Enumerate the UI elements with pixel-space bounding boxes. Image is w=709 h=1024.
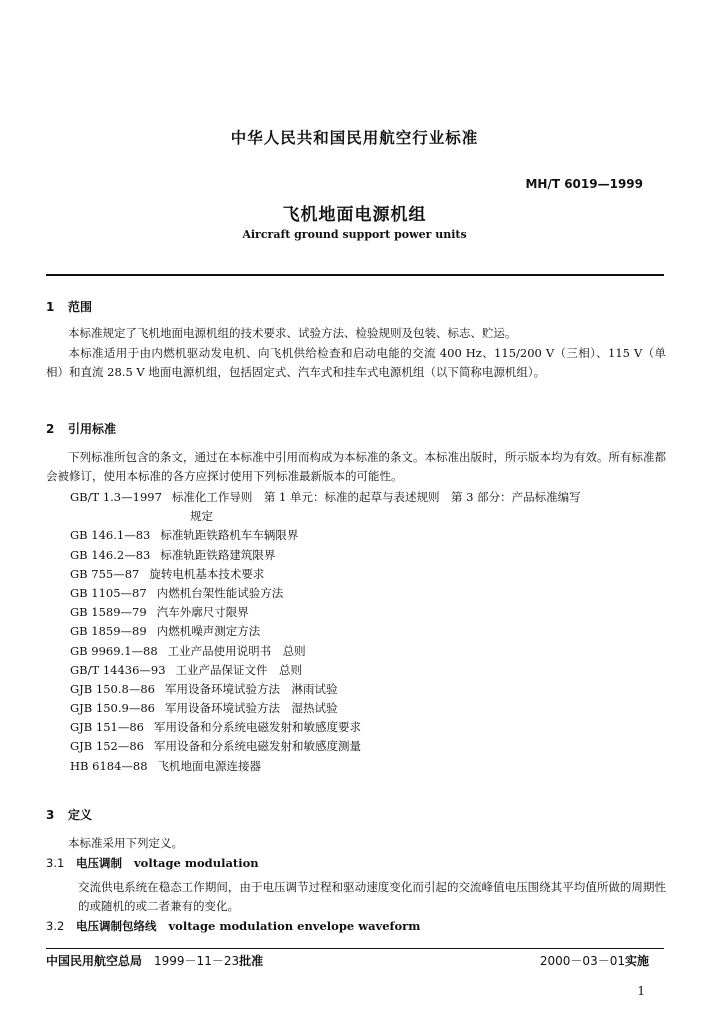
reference-title: 工业产品使用说明书 总则 bbox=[167, 643, 306, 658]
section-2-intro bbox=[46, 448, 666, 486]
approval-date: 1999－11－23 bbox=[154, 954, 240, 968]
section-1-number: 1 bbox=[46, 300, 55, 314]
document-title-english: Aircraft ground support power units bbox=[242, 228, 467, 241]
reference-item bbox=[70, 757, 581, 776]
section-3-heading bbox=[46, 806, 92, 823]
reference-code: GJB 151—86 bbox=[70, 720, 144, 735]
definition-3-2-term-en: voltage modulation envelope waveform bbox=[168, 919, 421, 933]
reference-item bbox=[70, 546, 581, 565]
effective-label: 实施 bbox=[624, 954, 649, 968]
reference-code: GB 755—87 bbox=[70, 566, 140, 581]
approval-label: 批准 bbox=[239, 954, 264, 968]
reference-title: 规定 bbox=[190, 509, 213, 524]
definition-3-2-number: 3.2 bbox=[46, 919, 65, 933]
reference-code: GJB 152—86 bbox=[70, 739, 144, 754]
reference-title: 标准轨距铁路机车车辆限界 bbox=[160, 528, 299, 543]
reference-title: 旋转电机基本技术要求 bbox=[149, 566, 265, 581]
section-3-title: 定义 bbox=[68, 808, 93, 822]
reference-code: GB 9969.1—88 bbox=[70, 643, 158, 658]
reference-title: 军用设备环境试验方法 湿热试验 bbox=[164, 701, 338, 716]
section-1-heading bbox=[46, 298, 92, 315]
reference-title: 工业产品保证文件 总则 bbox=[175, 662, 303, 677]
reference-item bbox=[70, 603, 581, 622]
reference-item-continuation bbox=[70, 507, 581, 526]
section-1-paragraph-1-text: 本标准规定了飞机地面电源机组的技术要求、试验方法、检验规则及包装、标志、贮运。 bbox=[68, 326, 517, 340]
footer-effective bbox=[540, 952, 649, 969]
reference-item bbox=[70, 661, 581, 680]
reference-code: GB/T 14436—93 bbox=[70, 662, 166, 677]
definition-3-1-heading bbox=[46, 855, 259, 871]
reference-code: GB 1105—87 bbox=[70, 585, 147, 600]
definition-3-1-term-en: voltage modulation bbox=[134, 856, 259, 870]
standard-org-title: 中华人民共和国民用航空行业标准 bbox=[230, 129, 479, 147]
reference-title: 军用设备和分系统电磁发射和敏感度要求 bbox=[154, 720, 361, 735]
reference-code: GJB 150.9—86 bbox=[70, 701, 155, 716]
normative-reference-list bbox=[70, 488, 581, 776]
reference-item bbox=[70, 526, 581, 545]
reference-code: GB 146.2—83 bbox=[70, 547, 151, 562]
definition-3-2-heading bbox=[46, 918, 420, 934]
reference-item bbox=[70, 584, 581, 603]
document-title: 飞机地面电源机组 bbox=[282, 205, 427, 225]
reference-code: GB 146.1—83 bbox=[70, 528, 151, 543]
section-1-title: 范围 bbox=[68, 300, 93, 314]
section-1-paragraph-2 bbox=[46, 344, 666, 382]
reference-code: GJB 150.8—86 bbox=[70, 681, 155, 696]
section-3-intro bbox=[46, 834, 666, 853]
reference-title: 标准化工作导则 第 1 单元：标准的起草与表述规则 第 3 部分：产品标准编写 bbox=[171, 490, 581, 504]
footer-approval bbox=[46, 952, 263, 969]
reference-item bbox=[70, 718, 581, 737]
definition-3-1-term-cn: 电压调制 bbox=[76, 856, 122, 870]
section-2-heading bbox=[46, 420, 116, 437]
page-number: 1 bbox=[637, 984, 645, 998]
section-1-paragraph-2-text: 本标准适用于由内燃机驱动发电机、向飞机供给检查和启动电能的交流 400 Hz、115/200 V（三相）、115 V（单相）和直流 28.5 V 地面电源机组，包括固定式、汽车式和挂车式电源机组（以下简称电源机组）。 bbox=[46, 346, 666, 379]
reference-item bbox=[70, 680, 581, 699]
section-1-paragraph-1 bbox=[46, 324, 666, 343]
reference-title: 内燃机噪声测定方法 bbox=[156, 624, 261, 639]
section-2-number: 2 bbox=[46, 422, 55, 436]
reference-title: 汽车外廓尺寸限界 bbox=[156, 605, 249, 620]
section-2-intro-text: 下列标准所包含的条文，通过在本标准中引用而构成为本标准的条文。本标准出版时，所示版本均为有效。所有标准都会被修订，使用本标准的各方应探讨使用下列标准最新版本的可能性。 bbox=[46, 450, 666, 483]
section-2-title: 引用标准 bbox=[68, 422, 117, 436]
reference-code: GB 1589—79 bbox=[70, 605, 147, 620]
definition-3-1-number: 3.1 bbox=[46, 856, 65, 870]
definition-3-2-term-cn: 电压调制包络线 bbox=[76, 919, 157, 933]
reference-title: 军用设备和分系统电磁发射和敏感度测量 bbox=[154, 739, 361, 754]
footer-divider bbox=[46, 948, 664, 949]
reference-code: GB/T 1.3—1997 bbox=[70, 490, 162, 504]
reference-item bbox=[70, 565, 581, 584]
reference-title: 飞机地面电源连接器 bbox=[157, 758, 262, 773]
effective-date: 2000－03－01 bbox=[539, 954, 625, 968]
reference-item bbox=[70, 699, 581, 718]
reference-item bbox=[70, 737, 581, 756]
standard-number: MH/T 6019—1999 bbox=[525, 177, 643, 191]
reference-title: 内燃机台架性能试验方法 bbox=[156, 585, 284, 600]
reference-item bbox=[70, 642, 581, 661]
section-3-intro-text: 本标准采用下列定义。 bbox=[68, 836, 183, 850]
reference-item bbox=[70, 488, 581, 507]
issuing-authority: 中国民用航空总局 bbox=[46, 954, 143, 968]
reference-code: GB 1859—89 bbox=[70, 624, 147, 639]
reference-item bbox=[70, 622, 581, 641]
section-3-number: 3 bbox=[46, 808, 55, 822]
reference-title: 军用设备环境试验方法 淋雨试验 bbox=[164, 681, 338, 696]
header-divider bbox=[46, 274, 664, 276]
reference-title: 标准轨距铁路建筑限界 bbox=[160, 547, 276, 562]
reference-code: HB 6184—88 bbox=[70, 758, 148, 773]
definition-3-1-body: 交流供电系统在稳态工作期间，由于电压调节过程和驱动速度变化而引起的交流峰值电压围绕其平均值所做的周期性的或随机的或二者兼有的变化。 bbox=[78, 880, 666, 913]
